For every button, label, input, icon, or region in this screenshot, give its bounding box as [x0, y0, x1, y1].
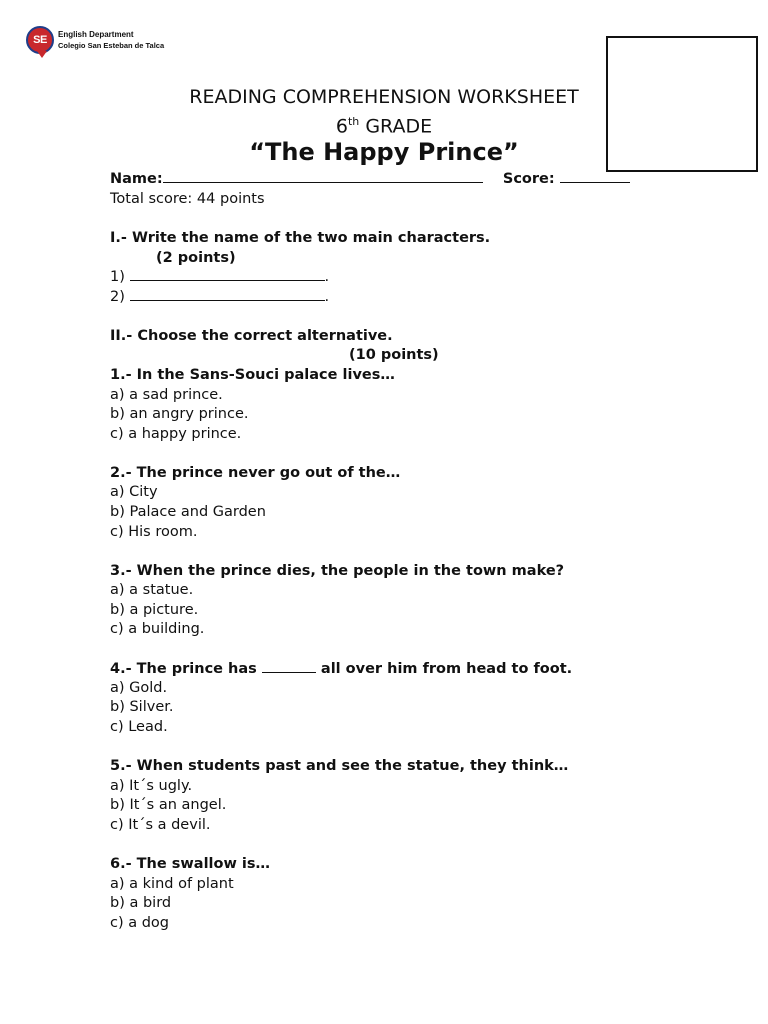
option-b: b) a picture. [110, 602, 199, 618]
score-label: Score: [502, 171, 560, 187]
option-a: a) It´s ugly. [110, 778, 193, 794]
worksheet-title: READING COMPREHENSION WORKSHEET [189, 86, 579, 108]
option-a: a) a sad prince. [110, 387, 223, 403]
character-2-blank[interactable] [130, 288, 325, 301]
school-seal-icon [26, 26, 54, 54]
option-c: c) Lead. [110, 719, 168, 735]
question-3: 3.- When the prince dies, the people in the town make? [110, 563, 565, 579]
option-c: c) a happy prince. [110, 426, 242, 442]
grade-suffix: th [347, 115, 360, 128]
option-b: b) an angry prince. [110, 406, 249, 422]
character-2-row [110, 288, 329, 306]
score-blank[interactable] [560, 170, 630, 183]
question-6: 6.- The swallow is… [110, 856, 271, 872]
seal-mark: SE [33, 34, 47, 46]
name-label: Name: [110, 171, 163, 187]
section1-title: I.- Write the name of the two main characters. [110, 230, 491, 246]
department-name [58, 29, 164, 51]
question-1: 1.- In the Sans-Souci palace lives… [110, 367, 395, 383]
name-row [110, 170, 630, 188]
grade-number: 6 [335, 115, 348, 138]
question-5: 5.- When students past and see the statue, they think… [110, 758, 569, 774]
section2-title: II.- Choose the correct alternative. [110, 328, 393, 344]
option-c: c) a building. [110, 621, 205, 637]
question-4-end: all over him from head to foot. [315, 661, 573, 677]
school-line: Colegio San Esteban de Talca [58, 41, 165, 50]
character-1-blank[interactable] [130, 268, 325, 281]
option-b: b) Palace and Garden [110, 504, 266, 520]
grade-heading [110, 111, 658, 137]
school-logo [26, 26, 164, 54]
option-a: a) a statue. [110, 582, 194, 598]
blank-number: 1) [110, 269, 130, 285]
option-a: a) Gold. [110, 680, 168, 696]
option-a: a) City [110, 484, 158, 500]
question-2: 2.- The prince never go out of the… [110, 465, 401, 481]
section2-points: (10 points) [349, 347, 439, 363]
line-end: . [324, 269, 330, 285]
option-b: b) It´s an angel. [110, 797, 227, 813]
option-c: c) His room. [110, 524, 198, 540]
section1-points: (2 points) [156, 250, 236, 266]
line-end: . [324, 289, 330, 305]
name-blank[interactable] [163, 170, 483, 183]
option-c: c) It´s a devil. [110, 817, 211, 833]
option-a: a) a kind of plant [110, 876, 234, 892]
question-4-start: 4.- The prince has [110, 661, 262, 677]
story-title: “The Happy Prince” [249, 138, 519, 166]
department-line: English Department [58, 30, 134, 39]
character-1-row [110, 268, 329, 286]
option-b: b) a bird [110, 895, 172, 911]
option-c: c) a dog [110, 915, 170, 931]
question-4 [110, 660, 572, 678]
question-4-blank [262, 660, 316, 673]
grade-word: GRADE [359, 115, 433, 138]
blank-number: 2) [110, 289, 130, 305]
option-b: b) Silver. [110, 699, 174, 715]
total-score: Total score: 44 points [110, 191, 265, 207]
